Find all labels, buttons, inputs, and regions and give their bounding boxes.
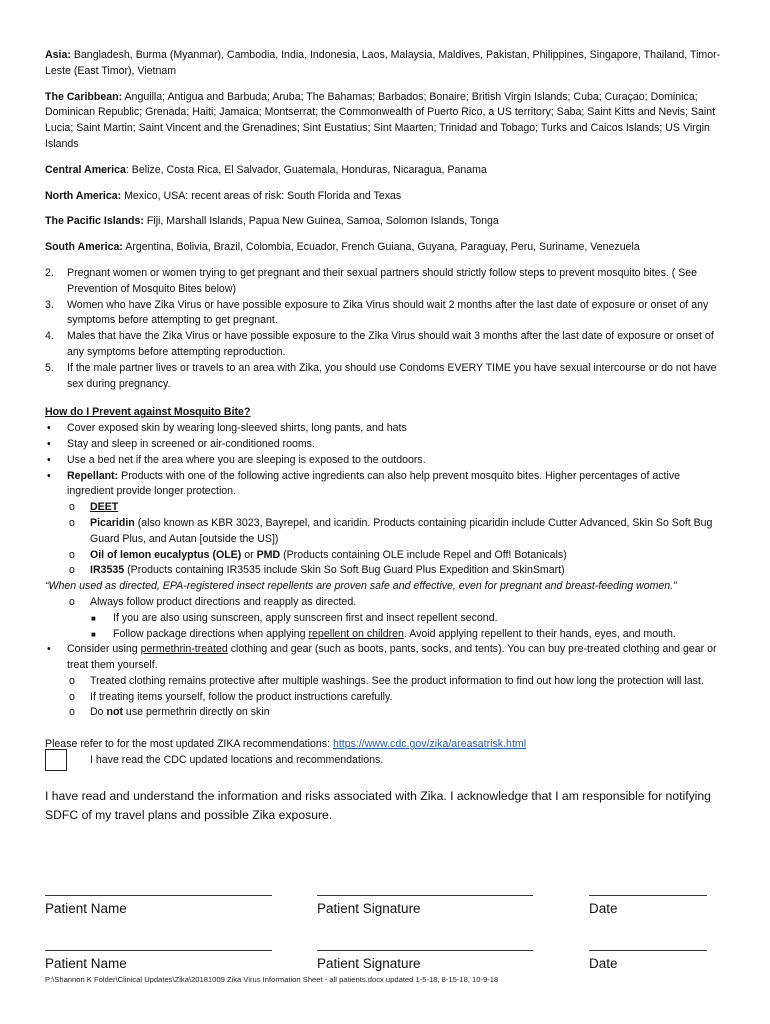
item-text: Pregnant women or women trying to get pregnant and their sexual partners should strictly follow steps to prevent mosquito bites. ( See Prevention of Mosquito Bites below) — [67, 266, 698, 295]
list-item — [45, 329, 725, 361]
date-label: Date — [589, 956, 618, 971]
item-text: If you are also using sunscreen, apply sunscreen first and insect repellent second. — [113, 611, 498, 624]
cdc-acknowledge-row — [45, 753, 725, 781]
document-body — [45, 48, 725, 836]
acknowledgement-text: I have read and understand the information and risks associated with Zika. I acknowledge that I am responsible for notifying SDFC of my travel plans and possible Zika exposure. — [45, 789, 711, 822]
list-item — [45, 421, 725, 437]
list-item — [45, 469, 725, 501]
bullet-icon: • — [47, 422, 51, 435]
prevention-heading: How do I Prevent against Mosquito Bite? — [45, 406, 251, 419]
square-bullet-icon: ■ — [91, 613, 96, 623]
square-bullet-icon: ■ — [91, 629, 96, 639]
patient-name-label: Patient Name — [45, 956, 127, 971]
item-text: Women who have Zika Virus or have possible exposure to Zika Virus should wait 2 months after the last date of exposure or onset of any symptoms before attempting to get pregnant. — [67, 298, 709, 327]
file-path-footer: P:\Shannon K Folder\Clinical Updates\Zika\20181009 Zika Virus Information Sheet - all patients.docx updated 1-5-18, 8-15-18, 10-9-18 — [45, 975, 499, 984]
region-central-america — [45, 163, 725, 179]
list-item — [45, 595, 725, 611]
item-text: Stay and sleep in screened or air-conditioned rooms. — [67, 437, 315, 450]
list-item — [45, 516, 725, 548]
repellent-deet: DEET — [90, 501, 119, 514]
region-countries: Bangladesh, Burma (Myanmar), Cambodia, India, Indonesia, Laos, Malaysia, Maldives, Pakistan, Philippines, Singapore, Thailand, Timor-Leste (East Timor), Vietnam — [45, 49, 721, 77]
emphasis: not — [106, 706, 123, 719]
repellent-on-children-link[interactable]: repellent on children — [308, 627, 404, 640]
item-text: Do — [90, 706, 107, 719]
list-item — [45, 361, 725, 393]
list-item — [45, 690, 725, 706]
sub-bullet-icon: o — [69, 706, 75, 719]
list-item — [45, 453, 725, 469]
list-item — [45, 548, 725, 564]
checkbox-label: I have read the CDC updated locations and recommendations. — [90, 754, 384, 767]
list-item — [45, 437, 725, 453]
item-label: Repellant: — [67, 469, 119, 482]
item-text: (Products containing OLE include Repel and Off! Botanicals) — [280, 548, 567, 561]
region-label: The Caribbean: — [45, 90, 123, 103]
item-text: Males that have the Zika Virus or have possible exposure to the Zika Virus should wait 3 months after the last date of exposure or onset of any symptoms before attempting reproduction. — [67, 330, 714, 358]
sub-bullet-icon: o — [69, 564, 75, 577]
item-text: or — [241, 548, 257, 561]
region-south-america — [45, 240, 725, 256]
region-north-america — [45, 189, 725, 205]
cdc-reference — [45, 737, 725, 753]
list-item — [45, 266, 725, 298]
patient-name-line-2[interactable] — [45, 950, 272, 951]
list-item — [45, 611, 725, 627]
item-number: 2. — [45, 266, 54, 279]
list-item — [45, 500, 725, 516]
region-countries: : Belize, Costa Rica, El Salvador, Guatemala, Honduras, Nicaragua, Panama — [125, 163, 487, 176]
item-text: (Products containing IR3535 include Skin So Soft Bug Guard Plus Expedition and SkinSmart) — [124, 564, 565, 577]
list-item — [45, 298, 725, 330]
list-item — [45, 674, 725, 690]
reference-text: Please refer to for the most updated ZIKA recommendations: — [45, 738, 333, 751]
region-label: Asia: — [45, 49, 71, 61]
date-line-1[interactable] — [589, 895, 707, 896]
patient-name-label: Patient Name — [45, 901, 127, 916]
prevention-list — [45, 421, 725, 500]
item-number: 4. — [45, 330, 54, 343]
list-item — [45, 563, 725, 579]
region-label: South America: — [45, 241, 123, 254]
cdc-read-checkbox[interactable] — [45, 749, 67, 771]
bullet-icon: • — [47, 469, 51, 482]
region-label: North America: — [45, 189, 122, 202]
sub-bullet-icon: o — [69, 674, 75, 687]
region-pacific-islands — [45, 214, 725, 230]
item-number: 5. — [45, 361, 54, 374]
sub-bullet-icon: o — [69, 690, 75, 703]
region-countries: Argentina, Bolivia, Brazil, Colombia, Ecuador, French Guiana, Guyana, Paraguay, Peru, Suriname, Venezuela — [122, 241, 640, 254]
patient-signature-label: Patient Signature — [317, 901, 421, 916]
sub-bullet-icon: o — [69, 501, 75, 514]
permethrin-treated-link[interactable]: permethrin-treated — [140, 643, 228, 656]
list-item — [45, 705, 725, 721]
patient-signature-label: Patient Signature — [317, 956, 421, 971]
region-countries: Fiji, Marshall Islands, Papua New Guinea, Samoa, Solomon Islands, Tonga — [143, 215, 499, 228]
item-text: Treated clothing remains protective after multiple washings. See the product information to find out how long the protection will last. — [90, 674, 704, 687]
region-label: Central America — [45, 163, 126, 176]
item-number: 3. — [45, 298, 54, 311]
region-label: The Pacific Islands: — [45, 215, 144, 228]
patient-name-line-1[interactable] — [45, 895, 272, 896]
region-caribbean — [45, 90, 725, 153]
date-line-2[interactable] — [589, 950, 707, 951]
numbered-guidance-list — [45, 266, 725, 392]
item-text: Cover exposed skin by wearing long-sleeved shirts, long pants, and hats — [67, 422, 407, 435]
epa-quote: “When used as directed, EPA-registered insect repellents are proven safe and effective, even for pregnant and breast-feeding women.” — [45, 580, 677, 593]
repellent-picaridin: Picaridin — [90, 516, 135, 529]
item-text: If the male partner lives or travels to an area with Zika, you should use Condoms EVERY TIME you have sexual intercourse or do not have sex during pregnancy. — [67, 361, 717, 390]
item-text: Always follow product directions and reapply as directed. — [90, 595, 357, 608]
repellent-ir3535: IR3535 — [90, 564, 125, 577]
bullet-icon: • — [47, 437, 51, 450]
item-text: Consider using — [67, 643, 141, 656]
item-text: (also known as KBR 3023, Bayrepel, and icaridin. Products containing picaridin include Cutter Advanced, Skin So Soft Bug Guard Plus, and Autan [outside the US]) — [90, 516, 713, 545]
cdc-link[interactable]: https://www.cdc.gov/zika/areasatrisk.html — [332, 738, 527, 751]
patient-signature-line-1[interactable] — [317, 895, 533, 896]
repellent-pmd: PMD — [256, 548, 281, 561]
item-text: . Avoid applying repellent to their hands, eyes, and mouth. — [403, 627, 676, 640]
sub-bullet-icon: o — [69, 548, 75, 561]
bullet-icon: • — [47, 453, 51, 466]
item-text: Use a bed net if the area where you are sleeping is exposed to the outdoors. — [67, 453, 426, 466]
item-text: Products with one of the following active ingredients can also help prevent mosquito bites. Higher percentages of active ingredient provide longer protection. — [67, 469, 681, 498]
repellent-ole: Oil of lemon eucalyptus (OLE) — [90, 548, 242, 561]
date-label: Date — [589, 901, 618, 916]
item-text: clothing and gear (such as boots, pants, socks, and tents). You can buy pre-treated clothing and gear or treat them yourself. — [67, 643, 717, 672]
list-item — [45, 642, 725, 674]
region-countries: Mexico, USA: recent areas of risk: South Florida and Texas — [121, 189, 402, 202]
region-asia — [45, 48, 725, 80]
bullet-icon: • — [47, 643, 51, 656]
item-text: If treating items yourself, follow the product instructions carefully. — [90, 690, 393, 703]
item-text: Follow package directions when applying — [113, 627, 309, 640]
sub-bullet-icon: o — [69, 595, 75, 608]
sub-bullet-icon: o — [69, 516, 75, 529]
patient-signature-line-2[interactable] — [317, 950, 533, 951]
list-item — [45, 627, 725, 643]
item-text: use permethrin directly on skin — [122, 706, 270, 719]
region-countries: Anguilla; Antigua and Barbuda; Aruba; The Bahamas; Barbados; Bonaire; British Virgin Islands; Cuba; Curaçao; Dominica; Dominican Republic; Grenada; Haiti; Jamaica; Montserrat; the Commonwealth of Puerto Rico, a US territory; Saba; Saint Kitts and Nevis; Saint Lucia; Saint Martin; Saint Vincent and the Grenadines; Sint Eustatius; Sint Maarten; Trinidad and Tobago; Turks and Caicos Islands; US Virgin Islands — [45, 90, 716, 150]
